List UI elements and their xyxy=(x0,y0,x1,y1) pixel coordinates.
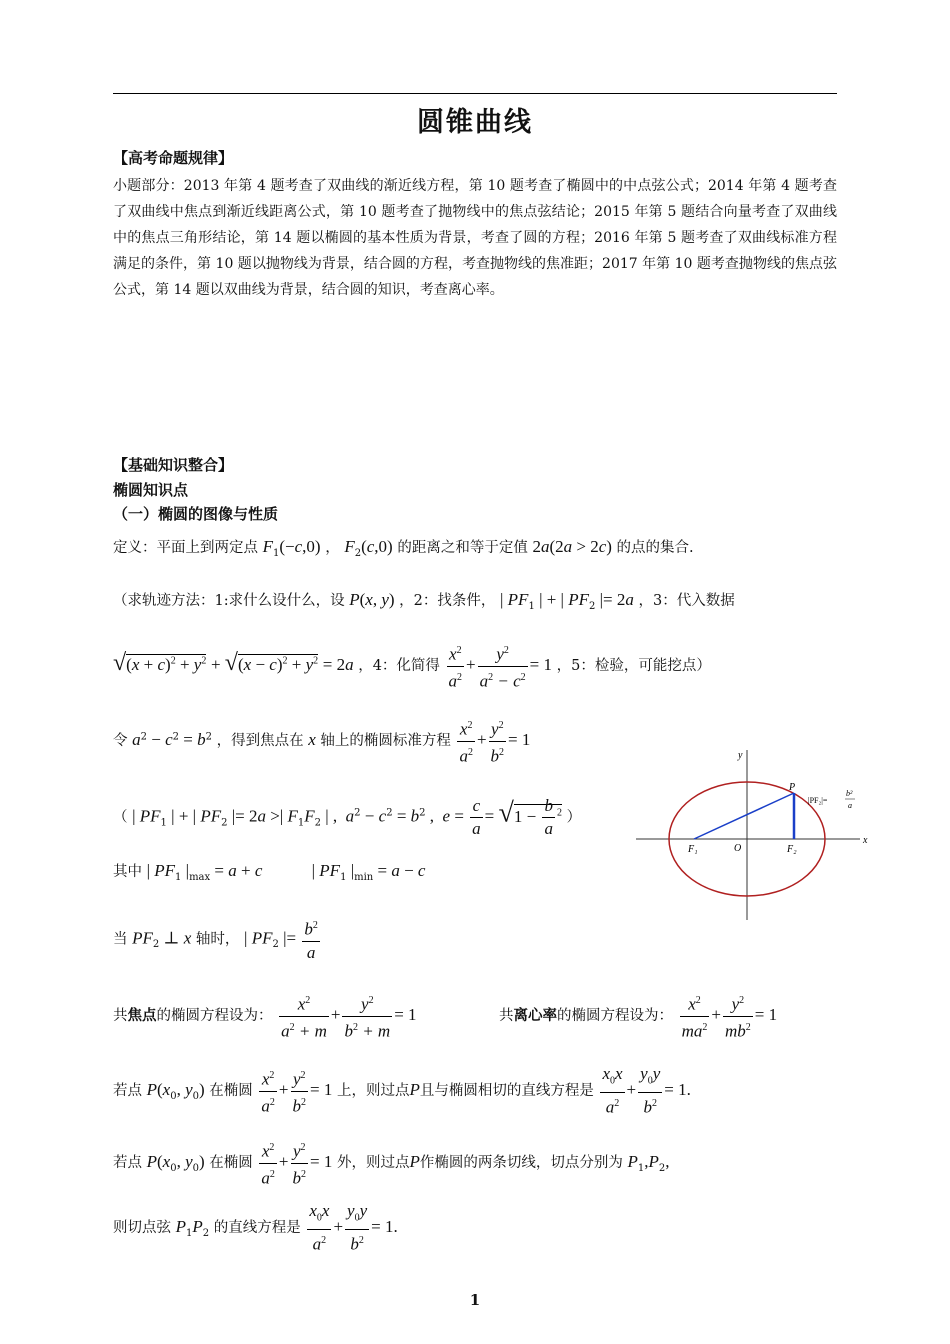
ellipse-figure xyxy=(636,748,872,922)
let-line: 令 $a^2 - c^2 = b^2$ ，得到焦点在 x 轴上的椭圆标准方程 $\frac{x^2}{a^2}$ + $\frac{y^2}{b^2}$ = 1 xyxy=(113,715,530,767)
step4-line: $√(x + c)^2 + y^2 + √(x - c)^2 + y^2 = 2a$ ，4：化简得 $\frac{x^2}{a^2}$ + $\frac{y^2}{a^2 - c^2}$ = 1 ，5：检验，可能挖点） xyxy=(113,640,711,692)
exam-rules-paragraph: 小题部分：2013 年第 4 题考查了双曲线的渐近线方程，第 10 题考查了椭圆中的中点弦公式；2014 年第 4 题考查了双曲线中焦点到渐近线距离公式，第 10 题考查了抛物线中的焦点弦结论；2015 年第 5 题结合向量考查了双曲线中的焦点三角形结论，第 14 题以椭圆的基本性质为背景，考查了圆的方程；2016 年第 5 题考查了双曲线标准方程满足的条件，第 10 题以抛物线为背景，结合圆的方程，考查抛物线的焦准距；2017 年第 10 题考查抛物线的焦点弦公式，第 14 题以双曲线为背景，结合圆的知识，考查离心率。 xyxy=(113,178,837,298)
tangent-line: 若点 $P(x_0$, $y_0$) 在椭圆 $\frac{x^2}{a^2}$ + $\frac{y^2}{b^2}$ = 1 上，则过点P且与椭圆相切的直线方程是 $\frac{x_0x}{a^2}$ + $\frac{y_0y}{b^2}$ = 1. xyxy=(113,1064,691,1118)
max-min-line: 其中 | $PF_1$ $|_{max} = a + c$ | $PF_1$ $|_{min} = a - c$ xyxy=(113,861,426,883)
chord-line: 则切点弦 $P_1P_2$ 的直线方程是 $\frac{x_0x}{a^2}$ + $\frac{y_0y}{b^2}$ = 1. xyxy=(113,1201,398,1255)
trajectory-line: （求轨迹方法：1:求什么设什么，设 P(x, y) ，2：找条件， | $PF_1$ | + | $PF_2$ |= 2a ，3：代入数据 xyxy=(113,590,735,612)
pf2-length-label: |PF₂|= xyxy=(808,796,828,805)
subheading-ellipse: 椭圆知识点 xyxy=(113,481,189,499)
origin-label: O xyxy=(734,843,742,854)
x-axis-label: x xyxy=(863,835,868,846)
outside-point-line: 若点 $P(x_0$, $y_0$) 在椭圆 $\frac{x^2}{a^2}$ + $\frac{y^2}{b^2}$ = 1 外，则过点P作椭圆的两条切线，切点分别为 $P_1,P_2$, xyxy=(113,1137,669,1189)
page-title: 圆锥曲线 xyxy=(417,107,533,138)
perpendicular-line: 当 $PF_2$ ⊥ x 轴时， | $PF_2$ |= $\frac{b^2}{a}$ xyxy=(113,915,322,964)
co-eccentricity-line: 共离心率的椭圆方程设为： $\frac{x^2}{ma^2}$ + $\frac{y^2}{mb^2}$ = 1 xyxy=(499,990,777,1042)
properties-line: （ | $PF_1$ | + | $PF_2$ |= 2a >| $F_1F_2$ | , $a^2 - c^2 = b^2$ , e = $\frac{c}{a}$ = √1 − $\frac{b}{a}$ $^2$ ） xyxy=(113,796,582,839)
p-label: P xyxy=(789,782,796,793)
y-axis-label: y xyxy=(738,750,743,761)
subsubheading-ellipse-graph: （一）椭圆的图像与性质 xyxy=(113,505,279,523)
cofocal-line: 共焦点的椭圆方程设为： $\frac{x^2}{a^2 + m}$ + $\frac{y^2}{b^2 + m}$ = 1 xyxy=(113,990,417,1042)
pf1-segment xyxy=(694,793,794,839)
pf2-length-numerator: b² xyxy=(846,789,853,798)
section-heading-basics: 【基础知识整合】 xyxy=(113,456,234,474)
top-rule xyxy=(113,93,837,94)
f2-label: F₂ xyxy=(787,844,797,855)
definition-line: 定义：平面上到两定点 $F_1(-c,0)$ ， $F_2(c,0)$ 的距离之和等于定值 2a(2a > 2c) 的点的集合. xyxy=(113,537,694,559)
page-number: 1 xyxy=(469,1291,481,1309)
pf2-length-denominator: a xyxy=(848,801,852,810)
f1-label: F₁ xyxy=(688,844,698,855)
section-heading-exam-rules: 【高考命题规律】 xyxy=(113,149,234,167)
